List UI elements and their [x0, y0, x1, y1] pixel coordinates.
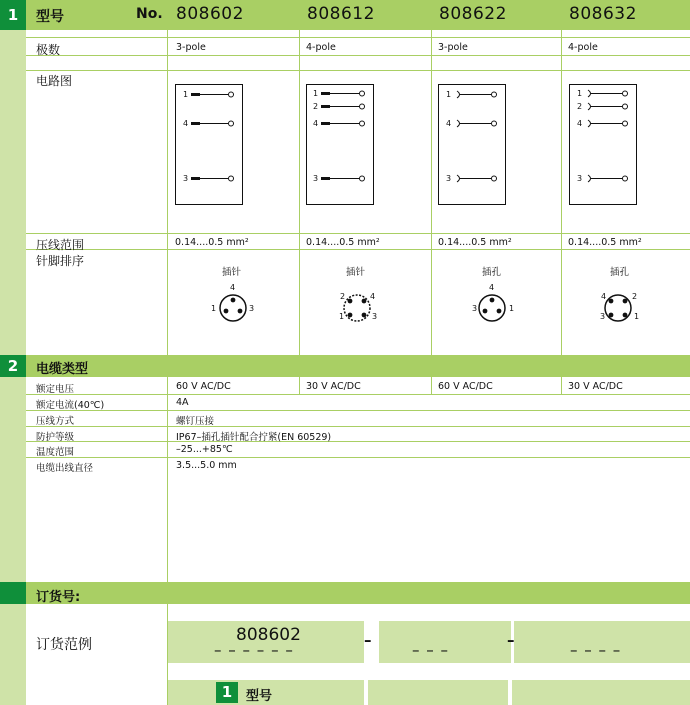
section1-number: 1: [0, 0, 26, 30]
rated-voltage-label: 额定电压: [36, 384, 75, 395]
order-dashes-1: – – – – – –: [214, 641, 294, 659]
spec-value-temperature: –25...+85℃: [176, 444, 233, 455]
spec-value-protection: IP67–插孔插针配合拧紧(EN 60529): [176, 432, 332, 443]
model-4: 808632: [569, 4, 637, 24]
circuit-label: 电路图: [36, 74, 73, 88]
circuit-diagram-1: [175, 84, 243, 205]
spec-label-current: 额定电流(40℃): [36, 400, 105, 411]
pin-type-3: 插孔: [482, 267, 502, 278]
section1-title: 型号: [36, 9, 64, 25]
spec-label-temperature: 温度范围: [36, 447, 75, 458]
order-example-value: 808602: [236, 625, 301, 645]
connector-face-4: [0, 0, 1, 1]
model-1: 808602: [176, 4, 244, 24]
pin-type-1: 插针: [222, 267, 242, 278]
spec-value-current: 4A: [176, 397, 189, 408]
wire-range-1: 0.14....0.5 mm²: [175, 237, 249, 248]
pin-layout-label: 针脚排序: [36, 254, 85, 268]
poles-label: 极数: [36, 43, 61, 57]
circuit-diagram-3: [438, 84, 506, 205]
wire-range-4: 0.14....0.5 mm²: [568, 237, 642, 248]
order-marker: [0, 582, 26, 604]
order-title: 订货号:: [36, 590, 81, 605]
footer-number: 1: [216, 682, 238, 703]
rated-voltage-1: 60 V AC/DC: [176, 381, 231, 392]
spec-label-crimp: 压线方式: [36, 416, 75, 427]
datasheet-page: 1 型号 No. 808602 808612 808622 808632 极数 3-pole 4-pole 3-pole 4-pole 电路图 1 4 3 1 2 4 3 1 4 3 1 2 4 3 压线范围 0.14....0.5 mm² 0.14....0.5 mm² 0.14....0.5 mm² 0.14....0.5 mm² 针脚排序 插针 插针 插孔 插孔 4 1 3 2 4 1 3 4 3 1 4 2 3 1 2 电缆类型 额定电压 60 V AC/DC 30 V AC/DC 60 V AC/DC 30 V AC/DC 额定电流(40℃) 4A 压线方式 螺钉压接 防护等级 IP67–插孔插针配合拧紧(EN 60529) 温度范围 –25...+85℃ 电缆出线直径 3.5...5.0 mm 订货号: 订货范例 808602 – – – – – – – – – – – – – – – 1 型号: [0, 0, 690, 705]
wire-range-label: 压线范围: [36, 238, 85, 252]
order-separator-1: –: [364, 631, 372, 649]
spec-label-protection: 防护等级: [36, 432, 75, 443]
rated-voltage-3: 60 V AC/DC: [438, 381, 493, 392]
wire-range-3: 0.14....0.5 mm²: [438, 237, 512, 248]
wire-range-2: 0.14....0.5 mm²: [306, 237, 380, 248]
pin-type-4: 插孔: [610, 267, 630, 278]
order-separator-2: –: [507, 631, 515, 649]
spec-label-diameter: 电缆出线直径: [36, 463, 94, 474]
spec-value-crimp: 螺钉压接: [176, 416, 215, 427]
pin-type-2: 插针: [346, 267, 366, 278]
footer-title: 型号: [246, 689, 273, 704]
model-3: 808622: [439, 4, 507, 24]
order-dashes-2: – – –: [412, 641, 450, 659]
footer-cell-2: [368, 680, 508, 705]
rated-voltage-2: 30 V AC/DC: [306, 381, 361, 392]
rated-voltage-4: 30 V AC/DC: [568, 381, 623, 392]
model-2: 808612: [307, 4, 375, 24]
section2-number: 2: [0, 355, 26, 377]
section2-title: 电缆类型: [36, 362, 89, 377]
poles-3: 3-pole: [438, 42, 468, 53]
section2-header-band: [0, 355, 690, 377]
poles-2: 4-pole: [306, 42, 336, 53]
spec-value-diameter: 3.5...5.0 mm: [176, 460, 237, 471]
order-header-band: [0, 582, 690, 604]
order-example-label: 订货范例: [36, 637, 92, 653]
poles-1: 3-pole: [176, 42, 206, 53]
footer-cell-3: [512, 680, 690, 705]
poles-4: 4-pole: [568, 42, 598, 53]
no-label: No.: [136, 6, 163, 22]
order-dashes-3: – – – –: [570, 641, 622, 659]
